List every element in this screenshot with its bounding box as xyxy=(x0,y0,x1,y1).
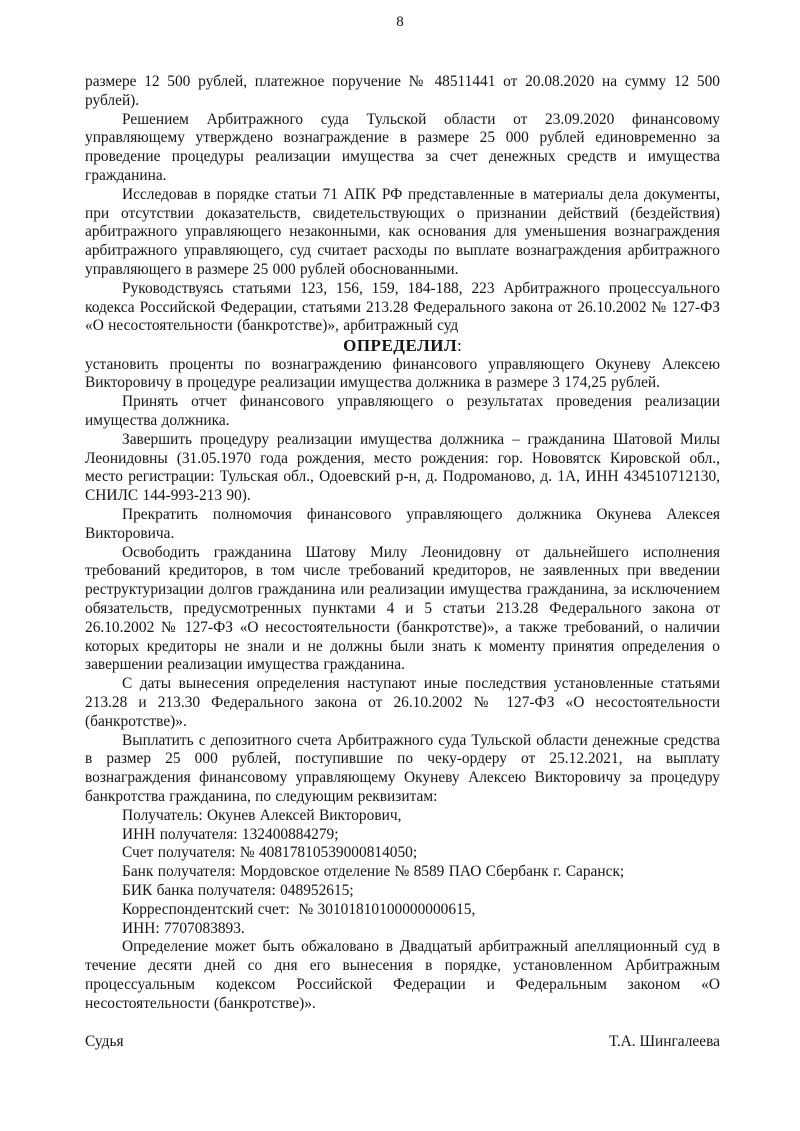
payment-requisites xyxy=(85,807,720,939)
paragraph-guided-by: Руководствуясь статьями 123, 156, 159, 184-188, 223 Арбитражного процессуального кодекса Российской Федерации, статьями 213.28 Федерального закона от 26.10.2002 № 127-ФЗ «О несостоятельности (банкротстве)», арбитражный суд xyxy=(85,279,720,335)
paragraph-continuation: размере 12 500 рублей, платежное поручение № 48511441 от 20.08.2020 на сумму 12 500 рублей). xyxy=(85,73,720,109)
requisite-bank-inn: ИНН: 7707083893. xyxy=(122,919,245,937)
resolution-heading xyxy=(85,336,720,356)
paragraph-complete-procedure: Завершить процедуру реализации имущества должника – гражданина Шатовой Милы Леонидовны (31.05.1970 года рождения, место рождения: гор. Нововятск Кировской обл., место регистрации: Тульская обл., Одоевский р-н, д. Подроманово, д. 1А, ИНН 434510712130, СНИЛС 144-993-213 90). xyxy=(85,430,720,505)
signature-row xyxy=(85,1033,720,1052)
resolution-heading-colon: : xyxy=(457,336,462,356)
paragraph-accept-report: Принять отчет финансового управляющего о результатах проведения реализации имущества должника. xyxy=(85,393,720,430)
requisite-recipient-inn: ИНН получателя: 132400884279; xyxy=(122,825,339,843)
requisite-correspondent-account: Корреспондентский счет: № 30101810100000000615, xyxy=(122,900,476,918)
judge-name: Т.А. Шингалеева xyxy=(608,1032,720,1050)
paragraph-appeal: Определение может быть обжаловано в Двадцатый арбитражный апелляционный суд в течение десяти дней со дня его вынесения в порядке, установленном Арбитражным процессуальным кодексом Российской Федерации и Федеральным законом «О несостоятельности (банкротстве)». xyxy=(85,938,720,1012)
resolution-heading-word: ОПРЕДЕЛИЛ xyxy=(343,336,458,356)
judge-label: Судья xyxy=(85,1032,124,1050)
paragraph-consequences: С даты вынесения определения наступают иные последствия установленные статьями 213.28 и 213.30 Федерального закона от 26.10.2002 № 127-ФЗ «О несостоятельности (банкротстве)». xyxy=(85,675,720,730)
requisite-recipient: Получатель: Окунев Алексей Викторович, xyxy=(122,806,402,824)
requisite-bik: БИК банка получателя: 048952615; xyxy=(122,881,354,899)
paragraph-terminate-powers: Прекратить полномочия финансового управляющего должника Окунева Алексея Викторовича. xyxy=(85,506,720,542)
paragraph-release-debtor: Освободить гражданина Шатову Милу Леонидовну от дальнейшего исполнения требований кредиторов, в том числе требований кредиторов, не заявленных при введении реструктуризации долгов гражданина или реализации имущества гражданина, за исключением обязательств, предусмотренных пунктами 4 и 5 статьи 213.28 Федерального закона от 26.10.2002 № 127-ФЗ «О несостоятельности (банкротстве)», а также требований, о наличии которых кредиторы не знали и не должны были знать к моменту принятия определения о завершении реализации имущества гражданина. xyxy=(85,543,720,674)
paragraph-court-decision: Решением Арбитражного суда Тульской области от 23.09.2020 финансовому управляющему утверждено вознаграждение в размере 25 000 рублей единовременно за проведение процедуры реализации имущества за счет денежных средств и имущества гражданина. xyxy=(85,110,720,184)
paragraph-payout: Выплатить с депозитного счета Арбитражного суда Тульской области денежные средства в размер 25 000 рублей, поступившие по чеку-ордеру от 25.12.2021, на выплату вознаграждения финансовому управляющему Окуневу Алексею Викторовичу за процедуру банкротства гражданина, по следующим реквизитам: xyxy=(85,731,720,805)
requisite-account: Счет получателя: № 40817810539000814050; xyxy=(122,844,418,862)
paragraph-examination: Исследовав в порядке статьи 71 АПК РФ представленные в материалы дела документы, при отсутствии доказательств, свидетельствующих о признании действий (бездействия) арбитражного управляющего незаконными, как основания для уменьшения вознаграждения арбитражного управляющего, суд считает расходы по выплате вознаграждения арбитражного управляющего в размере 25 000 рублей обоснованными. xyxy=(85,185,720,278)
page-number: 8 xyxy=(396,14,404,30)
document-body xyxy=(85,73,720,1014)
paragraph-set-percent: установить проценты по вознаграждению финансового управляющего Окуневу Алексею Викторовичу в процедуре реализации имущества должника в размере 3 174,25 рублей. xyxy=(85,355,720,392)
requisite-bank: Банк получателя: Мордовское отделение № 8589 ПАО Сбербанк г. Саранск; xyxy=(122,863,625,881)
